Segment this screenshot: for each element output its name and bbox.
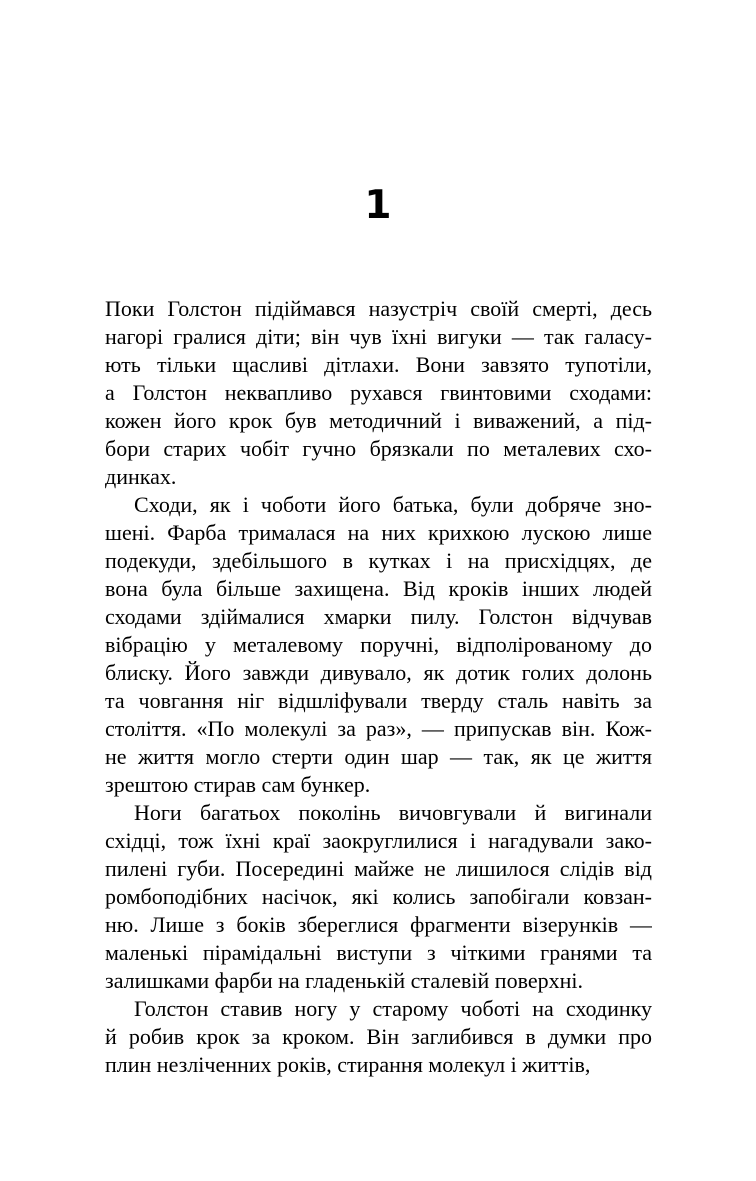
text-line: пилені губи. Посередині майже не лишилося слідів від	[105, 856, 652, 881]
paragraph	[105, 995, 652, 1079]
text-line: маленькі пірамідальні виступи з чіткими гранями та	[105, 940, 652, 965]
text-line: східці, тож їхні краї заокруглилися і нагадували зако-	[105, 828, 652, 853]
text-line: зрештою стирав сам бункер.	[105, 772, 371, 797]
paragraph	[105, 491, 652, 799]
text-line: бори старих чобіт гучно брязкали по металевих схо-	[105, 436, 652, 461]
text-line: шені. Фарба трималася на них крихкою лускою лише	[105, 520, 652, 545]
text-line: нагорі гралися діти; він чув їхні вигуки — так галасу-	[105, 324, 652, 349]
text-line: подекуди, здебільшого в кутках і на присхідцях, де	[105, 548, 652, 573]
paragraph	[105, 295, 652, 491]
text-line: Поки Голстон підіймався назустріч своїй смерті, десь	[105, 296, 652, 321]
text-line: ють тільки щасливі дітлахи. Вони завзято тупотіли,	[105, 352, 652, 377]
text-line: динках.	[105, 464, 177, 489]
text-line: ромбоподібних насічок, які колись запобігали ковзан-	[105, 884, 652, 909]
text-line: Сходи, як і чоботи його батька, були добряче зно-	[134, 492, 652, 517]
text-line: плин незліченних років, стирання молекул і життів,	[105, 1052, 591, 1077]
text-line: вібрацію у металевому поручні, відполірованому до	[105, 632, 652, 657]
text-line: та човгання ніг відшліфували тверду сталь навіть за	[105, 688, 652, 713]
text-line: кожен його крок був методичний і виважений, а під-	[105, 408, 652, 433]
text-line: ню. Лише з боків збереглися фрагменти візерунків —	[105, 912, 652, 937]
text-line: не життя могло стерти один шар — так, як це життя	[105, 744, 652, 769]
text-line: залишками фарби на гладенькій сталевій поверхні.	[105, 968, 583, 993]
chapter-number: 1	[364, 183, 392, 228]
text-line: сходами здіймалися хмарки пилу. Голстон відчував	[105, 604, 652, 629]
text-line: століття. «По молекулі за раз», — припускав він. Кож-	[105, 716, 652, 741]
text-line: Ноги багатьох поколінь вичовгували й вигинали	[134, 800, 652, 825]
text-line: Голстон ставив ногу у старому чоботі на сходинку	[134, 996, 652, 1021]
text-line: блиску. Його завжди дивувало, як дотик голих долонь	[105, 660, 652, 685]
paragraph	[105, 799, 652, 995]
text-block	[105, 295, 652, 1079]
text-line: а Голстон неквапливо рухався гвинтовими сходами:	[105, 380, 652, 405]
text-line: й робив крок за кроком. Він заглибився в думки про	[105, 1024, 652, 1049]
text-line: вона була більше захищена. Від кроків інших людей	[105, 576, 652, 601]
